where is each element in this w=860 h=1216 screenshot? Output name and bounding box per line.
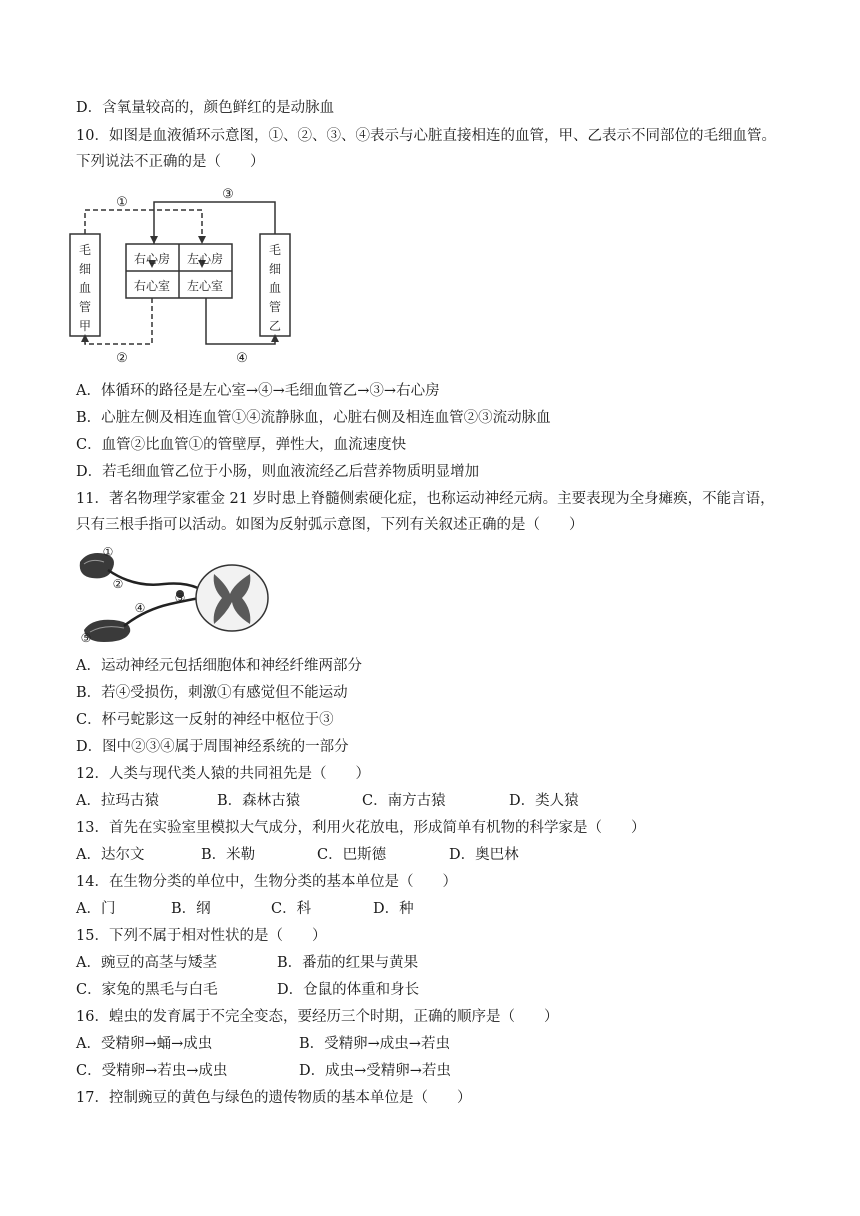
reflex-label-2: ② <box>112 577 124 591</box>
capillary-jia-char: 毛 <box>78 243 92 257</box>
label-4: ④ <box>236 351 248 366</box>
q11-option-b: B．若④受损伤，刺激①有感觉但不能运动 <box>76 685 348 701</box>
q15-option-d: D．仓鼠的体重和身长 <box>277 982 420 998</box>
q11-option-a: A．运动神经元包括细胞体和神经纤维两部分 <box>76 658 362 674</box>
q15-stem: 15．下列不属于相对性状的是（ ） <box>76 928 327 944</box>
capillary-jia-char: 细 <box>78 262 92 276</box>
q13-option-c: C．巴斯德 <box>317 847 387 863</box>
capillary-yi-char: 乙 <box>268 319 282 333</box>
q14-stem: 14．在生物分类的单位中，生物分类的基本单位是（ ） <box>76 874 457 890</box>
label-3: ③ <box>222 187 234 202</box>
q16-option-b: B．受精卵→成虫→若虫 <box>299 1036 450 1052</box>
q13-option-b: B．米勒 <box>201 847 256 863</box>
vessel-3 <box>154 202 275 244</box>
capillary-yi-char: 血 <box>268 281 282 295</box>
q13-option-d: D．奥巴林 <box>449 847 519 863</box>
q15-option-b: B．番茄的红果与黄果 <box>277 955 419 971</box>
q13-option-a: A．达尔文 <box>76 847 145 863</box>
q11-option-c: C．杯弓蛇影这一反射的神经中枢位于③ <box>76 712 334 728</box>
q16-stem: 16．蝗虫的发育属于不完全变态，要经历三个时期，正确的顺序是（ ） <box>76 1009 559 1025</box>
q11-stem-line1: 11．著名物理学家霍金 21 岁时患上脊髓侧索硬化症，也称运动神经元病。主要表现为全身瘫痪，不能言语， <box>76 491 775 507</box>
q12-option-d: D．类人猿 <box>509 793 579 809</box>
q10-option-c: C．血管②比血管①的管壁厚，弹性大，血流速度快 <box>76 437 407 453</box>
capillary-yi-char: 毛 <box>268 243 282 257</box>
capillary-jia-char: 管 <box>78 300 92 314</box>
q10-stem-line1: 10．如图是血液循环示意图，①、②、③、④表示与心脏直接相连的血管，甲、乙表示不同部位的毛细血管。 <box>76 128 776 144</box>
q11-stem-line2: 只有三根手指可以活动。如图为反射弧示意图，下列有关叙述正确的是（ ） <box>76 517 584 533</box>
q10-stem-line2: 下列说法不正确的是（ ） <box>76 154 265 170</box>
q16-option-c: C．受精卵→若虫→成虫 <box>76 1063 228 1079</box>
q14-option-a: A．门 <box>76 901 116 917</box>
left-atrium-label: 左心房 <box>186 252 224 266</box>
right-atrium-label: 右心房 <box>133 252 171 266</box>
q13-stem: 13．首先在实验室里模拟大气成分，利用火花放电，形成简单有机物的科学家是（ ） <box>76 820 646 836</box>
q12-stem: 12．人类与现代类人猿的共同祖先是（ ） <box>76 766 370 782</box>
reflex-label-5: ⑤ <box>80 631 92 645</box>
q14-option-c: C．科 <box>271 901 312 917</box>
q10-option-a: A．体循环的路径是左心室→④→毛细血管乙→③→右心房 <box>76 383 440 399</box>
capillary-yi-char: 细 <box>268 262 282 276</box>
label-2: ② <box>116 351 128 366</box>
q11-option-d: D．图中②③④属于周围神经系统的一部分 <box>76 739 349 755</box>
reflex-label-3: ③ <box>174 591 186 605</box>
reflex-label-1: ① <box>102 545 114 559</box>
vessel-2 <box>85 298 152 344</box>
q14-option-b: B．纲 <box>171 901 211 917</box>
blood-circulation-diagram <box>62 178 332 370</box>
q10-option-b: B．心脏左侧及相连血管①④流静脉血，心脏右侧及相连血管②③流动脉血 <box>76 410 551 426</box>
vessel-4 <box>206 298 275 344</box>
q16-option-d: D．成虫→受精卵→若虫 <box>299 1063 451 1079</box>
q15-option-c: C．家兔的黑毛与白毛 <box>76 982 218 998</box>
q12-option-a: A．拉玛古猿 <box>76 793 159 809</box>
q16-option-a: A．受精卵→蛹→成虫 <box>76 1036 213 1052</box>
reflex-label-4: ④ <box>134 601 146 615</box>
q9-option-d: D．含氧量较高的，颜色鲜红的是动脉血 <box>76 100 335 116</box>
label-1: ① <box>116 195 128 210</box>
capillary-jia-char: 血 <box>78 281 92 295</box>
capillary-jia-char: 甲 <box>78 319 92 333</box>
q15-option-a: A．豌豆的高茎与矮茎 <box>76 955 217 971</box>
vessel-1 <box>85 210 202 244</box>
q10-option-d: D．若毛细血管乙位于小肠，则血液流经乙后营养物质明显增加 <box>76 464 480 480</box>
q12-option-b: B．森林古猿 <box>217 793 301 809</box>
q17-stem: 17．控制豌豆的黄色与绿色的遗传物质的基本单位是（ ） <box>76 1090 472 1106</box>
reflex-arc-diagram <box>74 544 274 648</box>
left-ventricle-label: 左心室 <box>186 279 224 293</box>
q14-option-d: D．种 <box>373 901 414 917</box>
right-ventricle-label: 右心室 <box>133 279 171 293</box>
q12-option-c: C．南方古猿 <box>362 793 446 809</box>
capillary-yi-char: 管 <box>268 300 282 314</box>
